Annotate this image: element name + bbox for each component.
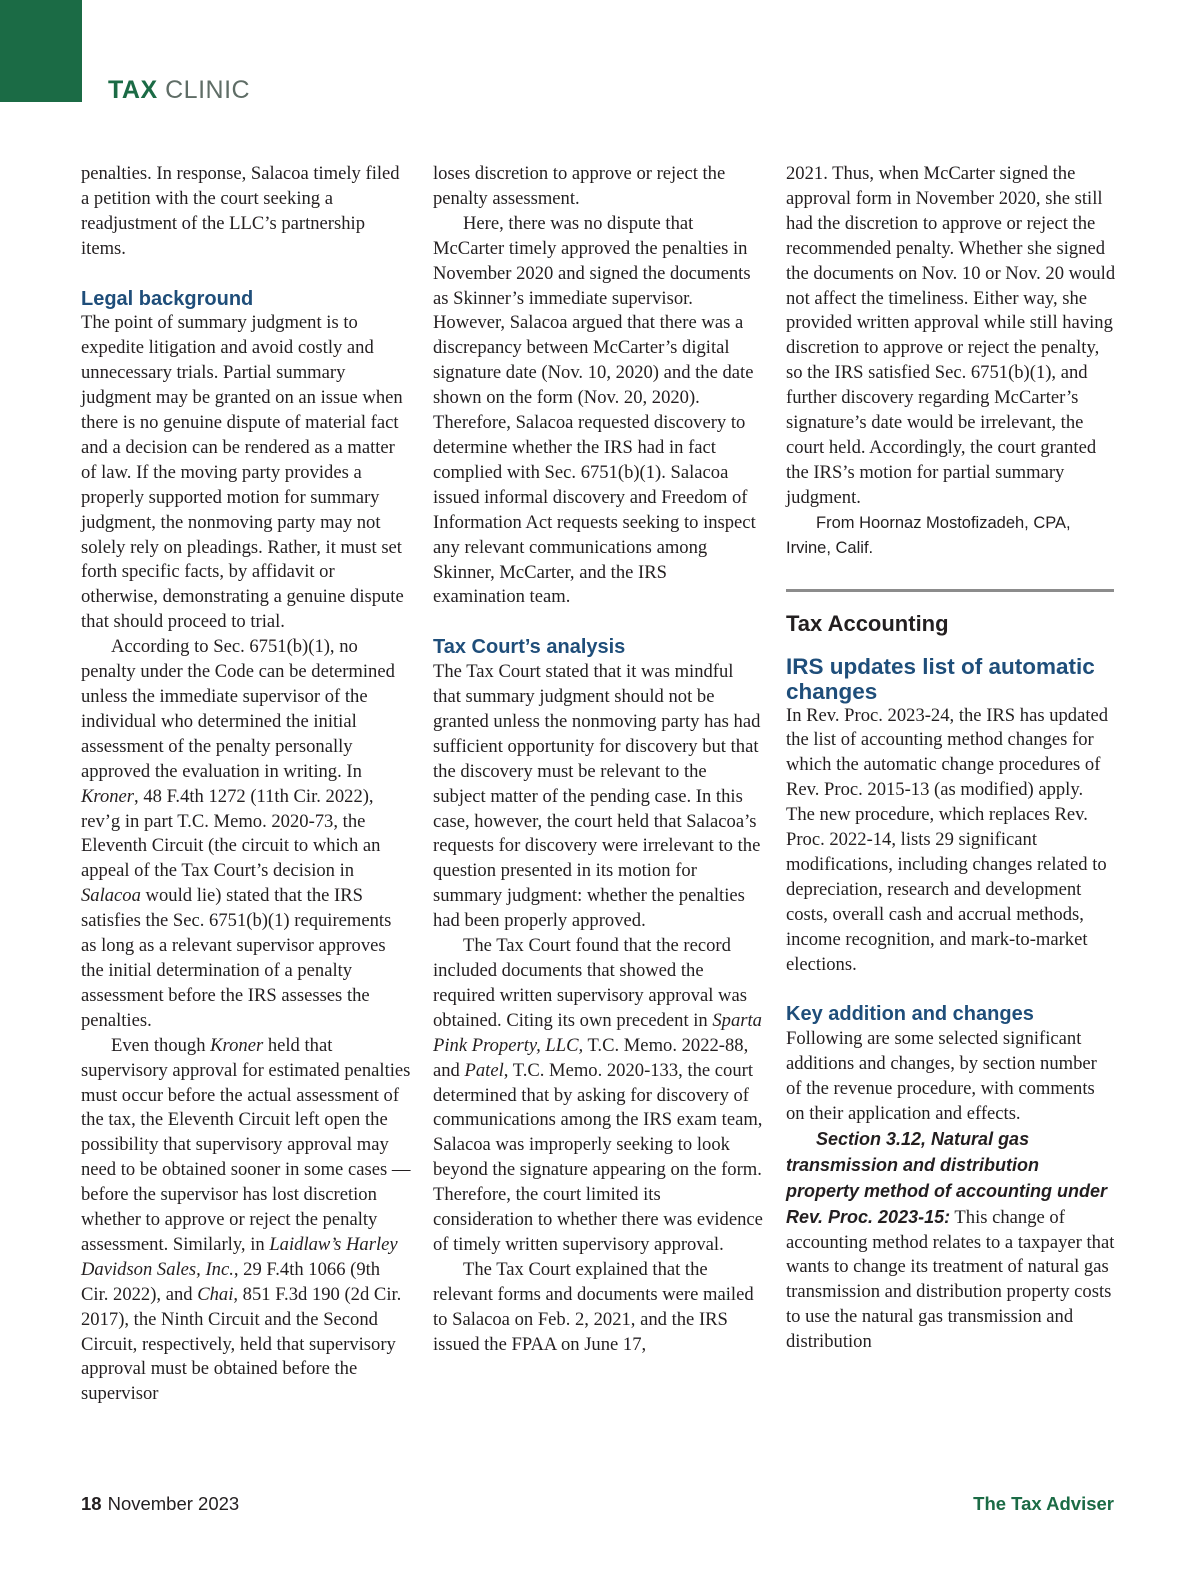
col1-paragraph-3 bbox=[81, 635, 411, 1034]
text-run: According to Sec. 6751(b)(1), no penalty under the Code can be determined unless the immediate supervisor of the individual who determined the initial assessment of the penalty personally approved the evaluation in writing. In bbox=[81, 636, 395, 782]
section-color-block bbox=[0, 0, 82, 102]
col1-paragraph-4 bbox=[81, 1034, 411, 1408]
text-run: The Tax Court found that the record included documents that showed the required written supervisory approval was obtained. Citing its own precedent in bbox=[433, 935, 747, 1031]
case-name-kroner: Kroner bbox=[210, 1034, 264, 1056]
col2-paragraph-2: Here, there was no dispute that McCarter timely approved the penalties in November 2020 and signed the documents as Skinner’s immediate supervisor. However, Salacoa argued that there was a discrepancy between McCarter’s digital signature date (Nov. 10, 2020) and the date shown on the form (Nov. 20, 2020). Therefore, Salacoa requested discovery to determine whether the IRS had in fact complied with Sec. 6751(b)(1). Salacoa issued informal discovery and Freedom of Information Act requests seeking to inspect any relevant communications among Skinner, McCarter, and the IRS examination team. bbox=[433, 212, 756, 608]
section-heading-strong: TAX bbox=[108, 76, 158, 104]
heading-legal-background: Legal background bbox=[81, 287, 254, 310]
heading-tax-court-analysis: Tax Court’s analysis bbox=[433, 636, 626, 659]
col3-paragraph-2: In Rev. Proc. 2023-24, the IRS has updated the list of accounting method changes for which the automatic change procedures of Rev. Proc. 2015-13 (as modified) apply. The new procedure, which replaces Rev. Proc. 2022-14, lists 29 significant modifications, including changes related to depreciation, research and development costs, overall cash and accrual methods, income recognition, and mark-to-market elections. bbox=[786, 704, 1109, 975]
section-divider bbox=[786, 589, 1114, 592]
contributor-credit: From Hoornaz Mostofizadeh, CPA, Irvine, Calif. bbox=[786, 513, 1071, 557]
publication-name: The Tax Adviser bbox=[973, 1493, 1114, 1514]
text-run: , T.C. Memo. 2020-133, the court determined that by asking for discovery of communications among the IRS exam team, Salacoa was improperly seeking to look beyond the signature appearing on the form. Therefore, the court limited its consideration to whether there was evidence of timely written supervisory approval. bbox=[433, 1059, 763, 1255]
column-1 bbox=[81, 162, 411, 1407]
col3-paragraph-1: 2021. Thus, when McCarter signed the approval form in November 2020, she still had the discretion to approve or reject the recommended penalty. Whether she signed the documents on Nov. 10 or Nov. 20 would not affect the timeliness. Either way, she provided written approval while still having discretion to approve or reject the penalty, so the IRS satisfied Sec. 6751(b)(1), and further discovery regarding McCarter’s signature’s date would be irrelevant, the court held. Accordingly, the court granted the IRS’s motion for partial summary judgment. bbox=[786, 163, 1116, 508]
text-run: This change of accounting method relates to a taxpayer that wants to change its treatment of natural gas transmission and distribution property costs to use the natural gas transmission and distribution bbox=[786, 1206, 1115, 1353]
case-name-chai: Chai bbox=[197, 1283, 234, 1305]
text-run: T.C. Memo. 2022-88, and bbox=[433, 1034, 749, 1081]
text-run: Even though bbox=[111, 1034, 211, 1056]
case-name-laidlaw: Laidlaw’s Harley Davidson Sales, Inc. bbox=[81, 1233, 398, 1280]
section-heading bbox=[108, 76, 250, 105]
heading-tax-accounting: Tax Accounting bbox=[786, 610, 949, 636]
col2-paragraph-5: The Tax Court explained that the relevant forms and documents were mailed to Salacoa on Feb. 2, 2021, and the IRS issued the FPAA on June 17, bbox=[433, 1258, 754, 1355]
col1-paragraph-1: penalties. In response, Salacoa timely filed a petition with the court seeking a readjustment of the LLC’s partnership items. bbox=[81, 163, 400, 259]
col2-paragraph-1: loses discretion to approve or reject the penalty assessment. bbox=[433, 163, 726, 209]
case-name-sparta: Sparta Pink Property, LLC, bbox=[433, 1009, 762, 1056]
col2-paragraph-3: The Tax Court stated that it was mindful that summary judgment should not be granted unless the nonmoving party has had sufficient opportunity for discovery but that the discovery must be relevant to the subject matter of the pending case. In this case, however, the court held that Salacoa’s requests for discovery were irrelevant to the question presented in its motion for summary judgment: whether the penalties had been properly approved. bbox=[433, 661, 761, 932]
page-number: 18 bbox=[81, 1493, 102, 1514]
case-name-kroner: Kroner bbox=[81, 785, 135, 807]
col1-paragraph-2: The point of summary judgment is to expedite litigation and avoid costly and unnecessary trials. Partial summary judgment may be granted on an issue when there is no genuine dispute of material fact and a decision can be rendered as a matter of law. If the moving party provides a properly supported motion for summary judgment, the nonmoving party may not solely rely on pleadings. Rather, it must set forth specific facts, by affidavit or otherwise, demonstrating a genuine dispute that should proceed to trial. bbox=[81, 312, 404, 633]
issue-date: November 2023 bbox=[107, 1493, 240, 1514]
case-name-salacoa: Salacoa bbox=[81, 885, 141, 907]
col2-paragraph-4 bbox=[433, 934, 763, 1258]
heading-irs-updates: IRS updates list of automatic changes bbox=[786, 653, 1095, 704]
column-2 bbox=[433, 162, 763, 1357]
text-run: , 851 F.3d 190 (2d Cir. 2017), the Ninth Circuit and the Second Circuit, respectively, held that supervisory approval must be obtained before the supervisor bbox=[81, 1283, 402, 1405]
case-name-patel: Patel bbox=[464, 1059, 504, 1081]
col3-paragraph-3: Following are some selected significant additions and changes, by section number of the revenue procedure, with comments on their application and effects. bbox=[786, 1028, 1097, 1124]
text-run: , 29 F.4th 1066 (9th Cir. 2022), and bbox=[81, 1258, 381, 1305]
heading-key-additions: Key addition and changes bbox=[786, 1003, 1034, 1026]
col3-paragraph-4 bbox=[786, 1127, 1116, 1355]
footer-folio bbox=[81, 1493, 239, 1515]
text-run: would lie) stated that the IRS satisfies the Sec. 6751(b)(1) requirements as long as a relevant supervisor approves the initial determination of a penalty assessment before the IRS assesses the penalties. bbox=[81, 885, 392, 1031]
run-in-heading: Section 3.12, Natural gas transmission and distribution property method of accounting under Rev. Proc. 2023-15: bbox=[786, 1128, 1108, 1227]
text-run: held that supervisory approval for estimated penalties must occur before the actual assessment of the tax, the Eleventh Circuit left open the possibility that supervisory approval may need to be obtained sooner in some cases — before the supervisor has lost discretion whether to approve or reject the penalty assessment. Similarly, in bbox=[81, 1034, 411, 1255]
section-heading-light: CLINIC bbox=[165, 76, 251, 104]
text-run: , 48 F.4th 1272 (11th Cir. 2022), rev’g in part T.C. Memo. 2020-73, the Eleventh Circuit (the circuit to which an appeal of the Tax Court’s decision in bbox=[81, 785, 381, 882]
column-3 bbox=[786, 162, 1116, 1355]
